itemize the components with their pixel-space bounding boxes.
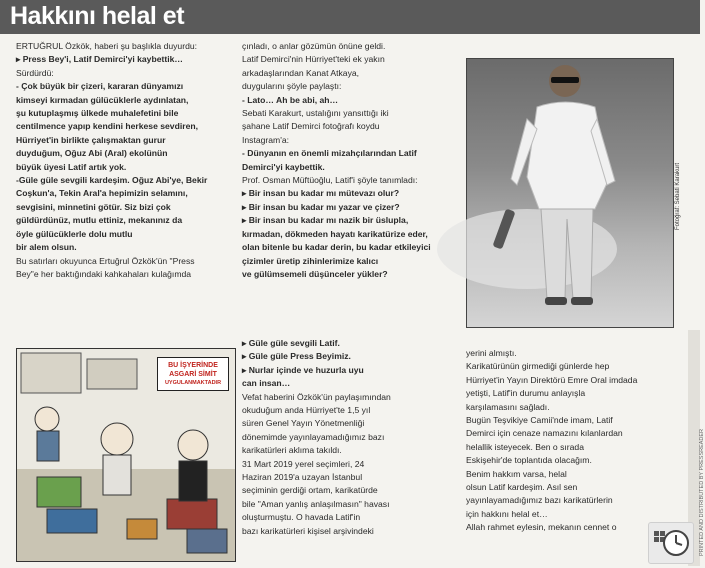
col2-line: Demirci'yi kaybettik. [242,161,325,172]
man-walking-illustration [467,59,673,327]
col1-line: bir alem olsun. [16,242,77,253]
col3-line: için hakkını helal et… [466,508,548,519]
col2-line: - Lato… Ah be abi, ah… [242,94,339,105]
col1-line: sevgisini, minnetini götür. Siz bizi çok [16,201,171,212]
col2b-line: bile "Aman yanlış anlaşılmasın" havası [242,498,390,509]
col1-line: Bey"e her baktığındaki kahkahaları kulağımda [16,268,192,279]
col3-line: karşılamasını sağladı. [466,401,550,412]
col2b-line: karikatürleri aklıma takıldı. [242,445,342,456]
column-3 [466,347,686,535]
col3-line: Allah rahmet eylesin, mekanın cennet o [466,522,617,533]
col1-line: şu kutuplaşmış ülkede muhalefetini bile [16,108,179,119]
col1-line: duyduğum, Oğuz Abi (Aral) ekolünün [16,148,168,159]
col2b-line: okuduğum anda Hürriyet'te 1,5 yıl [242,405,371,416]
col2-line: kırmadan, dökmeden hayatı karikatürize eder, [242,228,428,239]
col3-line: helallik isteyecek. Ben o sırada [466,441,584,452]
col2b-line: seçiminin gerdiği ortam, karikatürde [242,485,378,496]
headline: Hakkını helal et [10,2,185,30]
col3-line: Bugün Teşvikiye Camii'nde imam, Latif [466,415,613,426]
col1-line: güldürdünüz, mutlu ettiniz, mekanınız da [16,215,183,226]
col1-line: Sürdürdü: [16,67,54,78]
col1-line: ERTUĞRUL Özkök, haberi şu başlıkla duyurdu: [16,41,198,51]
col2b-line: süren Genel Yayın Yönetmenliği [242,418,365,429]
col2b-line: oluşturmuştu. O havada Latif'in [242,512,361,523]
col1-line: - Çok büyük bir çizeri, kararan dünyamızı [16,81,184,92]
col1-line: Hürriyet'in birlikte çalışmaktan gurur [16,134,166,145]
headline-bar [0,0,700,34]
col1-line: Coşkun'a, Tekin Aral'a hepimizin selamını, [16,188,188,199]
col2b-line: ▸ Güle güle Press Beyimiz. [242,351,351,362]
cartoon-sign-line-3: UYGULANMAKTADIR [164,380,222,386]
col2b-line: Vefat haberini Özkök'ün paylaşımından [242,391,391,402]
col3-line: Eskişehir'de toplantıda olacağım. [466,455,592,466]
col3-line: Hürriyet'in Yayın Direktörü Emre Oral imdada [466,374,638,385]
cartoon-sign-line-2: ASGARİ SİMİT [169,371,217,378]
col2-line: Sebati Karakurt, ustalığını yansıttığı iki [242,108,389,119]
col3-line: yayınlayamadığımız bazı karikatürlerin [466,495,613,506]
clock-icon [649,523,693,563]
col1-line: Bu satırları okuyunca Ertuğrul Özkök'ün "Press [16,255,195,266]
col3-line: Benim hakkım varsa, helal [466,468,567,479]
portrait-photo [466,58,674,328]
col1-line: öyle gülücüklerle dolu mutlu [16,228,133,239]
col1-line: -Güle güle sevgili kardeşim. Oğuz Abi'ye, Bekir [16,175,208,186]
col2-line: ▸ Bir insan bu kadar mı nazik bir üslupla, [242,215,409,226]
col2-line: çizimler üretip zihinlerimize kalıcı [242,255,379,266]
cartoon-sign-line-1: BU İŞYERİNDE [168,362,218,369]
col2-line: olan bitenle bu kadar derin, bu kadar etkileyici [242,242,431,253]
col2-line: Instagram'a: [242,134,290,145]
cartoon-sign [157,357,229,391]
col3-line: Karikatürünün girmediği günlerde hep [466,361,610,372]
side-text: PRINTED AND DISTRIBUTED BY PRESSREADER [699,428,705,556]
col2-line: ve gülümsemeli düşünceler yükler? [242,268,388,279]
col2-line: çınladı, o anlar gözümün önüne geldi. [242,41,386,51]
col2b-line: can insan… [242,378,291,389]
col2b-line: bazı karikatürleri kişisel arşivindeki [242,525,374,536]
col2b-line: 31 Mart 2019 yerel seçimleri, 24 [242,458,365,469]
col2b-line: Haziran 2019'a uzayan İstanbul [242,472,363,483]
col3-line: yetişti, Latif'in durumu anlayışla [466,388,586,399]
col2-line: Prof. Osman Müftüoğlu, Latif'i şöyle tanımladı: [242,175,418,186]
col2-line: Latif Demirci'nin Hürriyet'teki ek yakın [242,54,385,65]
col2-line: ▸ Bir insan bu kadar mı mütevazı olur? [242,188,400,199]
col2-line: şahane Latif Demirci fotoğrafı koydu [242,121,380,132]
column-2 [242,40,457,281]
col2b-line: dönemimde yayınlayamadığımız bazı [242,431,385,442]
cartoon-illustration [16,348,236,562]
column-1 [16,40,231,281]
col2-line: arkadaşlarından Kanat Atkaya, [242,67,360,78]
col2-line: - Dünyanın en önemli mizahçılarından Latif [242,148,417,159]
col3-line: yerini almıştı. [466,348,517,358]
col3-line: Demirci için cenaze namazını kılanlardan [466,428,623,439]
photo-credit: Fotoğraf: Sebati Karakurt [675,162,681,230]
col2b-line: ▸ Güle güle sevgili Latif. [242,338,340,348]
col1-line: kimseyi kırmadan gülücüklerle aydınlatan, [16,94,189,105]
col1-line: büyük üyesi Latif artık yok. [16,161,127,172]
col3-line: olsun Latif kardeşim. Asıl sen [466,482,578,493]
column-2-bottom [242,337,454,538]
col1-line: centilmence yapıp kendini herkese sevdiren, [16,121,198,132]
col2b-line: ▸ Nurlar içinde ve huzurla uyu [242,364,364,375]
col2-line: ▸ Bir insan bu kadar mı yazar ve çizer? [242,201,400,212]
history-button[interactable] [648,522,694,564]
col2-line: duygularını şöyle paylaştı: [242,81,342,92]
col1-line: ▸ Press Bey'i, Latif Demirci'yi kaybettik… [16,54,183,65]
